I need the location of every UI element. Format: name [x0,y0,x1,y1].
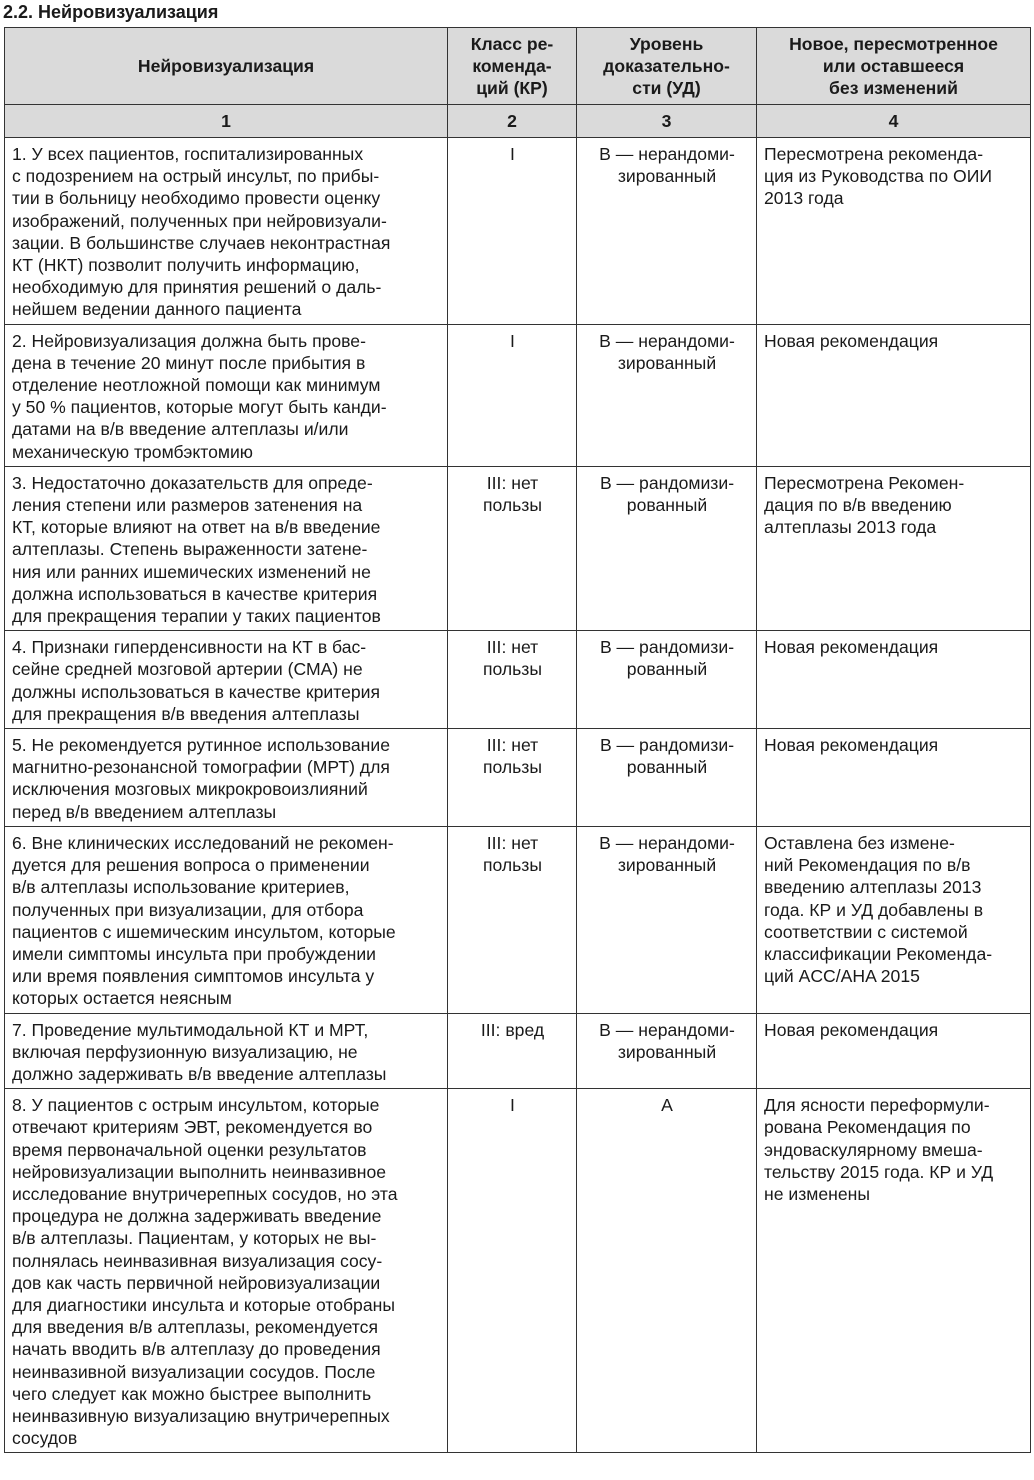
recommendation-status: Новая рекомендация [757,1013,1031,1089]
table-row [5,324,1031,466]
column-number: 1 [5,105,448,138]
column-header-recommendation-class: Класс ре- коменда- ций (КР) [448,28,577,105]
evidence-level: B — нерандоми- зированный [577,324,757,466]
recommendation-class: III: нет пользы [448,631,577,729]
recommendation-status: Новая рекомендация [757,324,1031,466]
recommendation-text: 8. У пациентов с острым инсультом, которые отвечают критериям ЭВТ, рекомендуется во время первоначальной оценки результатов нейровизуализации выполнить неинвазивное исследование внутричерепных сосудов, но эта процедура не должна задерживать введение в/в алтеплазы. Пациентам, у которых не вы- полнялась неинвазивная визуализация сосу- дов как часть первичной нейровизуализации для диагностики инсульта и которые отобраны для введения в/в алтеплазы, рекомендуется начать вводить в/в алтеплазу до проведения неинвазивной визуализации сосудов. После чего следует как можно быстрее выполнить неинвазивную визуализацию внутричерепных сосудов [5,1089,448,1453]
column-header-status: Новое, пересмотренное или оставшееся без изменений [757,28,1031,105]
recommendation-status: Новая рекомендация [757,729,1031,827]
recommendation-class: I [448,324,577,466]
recommendation-text: 2. Нейровизуализация должна быть прове- дена в течение 20 минут после прибытия в отделение неотложной помощи как минимум у 50 % пациентов, которые могут быть канди- датами на в/в введение алтеплазы и/или механическую тромбэктомию [5,324,448,466]
recommendation-class: III: нет пользы [448,826,577,1013]
evidence-level: B — нерандоми- зированный [577,1013,757,1089]
recommendation-class: III: нет пользы [448,466,577,630]
recommendation-class: I [448,138,577,325]
table-row [5,729,1031,827]
recommendation-class: III: вред [448,1013,577,1089]
table-row [5,826,1031,1013]
column-number: 4 [757,105,1031,138]
recommendation-text: 1. У всех пациентов, госпитализированных с подозрением на острый инсульт, по прибы- тии в больницу необходимо провести оценку изображений, полученных при нейровизуали- зации. В большинстве случаев неконтрастная КТ (НКТ) позволит получить информацию, необходимую для принятия решений о даль- нейшем ведении данного пациента [5,138,448,325]
evidence-level: B — нерандоми- зированный [577,826,757,1013]
recommendation-status: Пересмотрена Рекомен- дация по в/в введению алтеплазы 2013 года [757,466,1031,630]
table-row [5,631,1031,729]
table-row [5,1089,1031,1453]
column-header-neuroimaging: Нейровизуализация [5,28,448,105]
column-number-row [5,105,1031,138]
recommendation-status: Для ясности переформули- рована Рекомендация по эндоваскулярному вмеша- тельству 2015 года. КР и УД не изменены [757,1089,1031,1453]
header-row [5,28,1031,105]
recommendation-status: Оставлена без измене- ний Рекомендация по в/в введению алтеплазы 2013 года. КР и УД добавлены в соответствии с системой классификации Рекоменда- ций ACC/AHA 2015 [757,826,1031,1013]
recommendation-text: 6. Вне клинических исследований не рекомен- дуется для решения вопроса о применении в/в алтеплазы использование критериев, полученных при визуализации, для отбора пациентов с ишемическим инсультом, которые имели симптомы инсульта при пробуждении или время появления симптомов инсульта у которых остается неясным [5,826,448,1013]
column-number: 3 [577,105,757,138]
column-number: 2 [448,105,577,138]
table-row [5,1013,1031,1089]
evidence-level: B — рандомизи- рованный [577,631,757,729]
recommendation-class: I [448,1089,577,1453]
recommendation-text: 4. Признаки гиперденсивности на КТ в бас- сейне средней мозговой артерии (СМА) не должны использоваться в качестве критерия для прекращения в/в введения алтеплазы [5,631,448,729]
evidence-level: A [577,1089,757,1453]
recommendation-status: Новая рекомендация [757,631,1031,729]
table-row [5,466,1031,630]
evidence-level: B — рандомизи- рованный [577,729,757,827]
table-row [5,138,1031,325]
column-header-evidence-level: Уровень доказательно- сти (УД) [577,28,757,105]
evidence-level: B — нерандоми- зированный [577,138,757,325]
recommendation-text: 3. Недостаточно доказательств для опреде- ления степени или размеров затенения на КТ, которые влияют на ответ на в/в введение алтеплазы. Степень выраженности затене- ния или ранних ишемических изменений не должна использоваться в качестве критерия для прекращения терапии у таких пациентов [5,466,448,630]
recommendations-table [4,27,1031,1453]
evidence-level: B — рандомизи- рованный [577,466,757,630]
recommendation-text: 7. Проведение мультимодальной КТ и МРТ, включая перфузионную визуализацию, не должно задерживать в/в введение алтеплазы [5,1013,448,1089]
section-title: 2.2. Нейровизуализация [3,2,219,22]
recommendation-text: 5. Не рекомендуется рутинное использование магнитно-резонансной томографии (МРТ) для исключения мозговых микрокровоизлияний перед в/в введением алтеплазы [5,729,448,827]
recommendation-status: Пересмотрена рекоменда- ция из Руководства по ОИИ 2013 года [757,138,1031,325]
recommendation-class: III: нет пользы [448,729,577,827]
